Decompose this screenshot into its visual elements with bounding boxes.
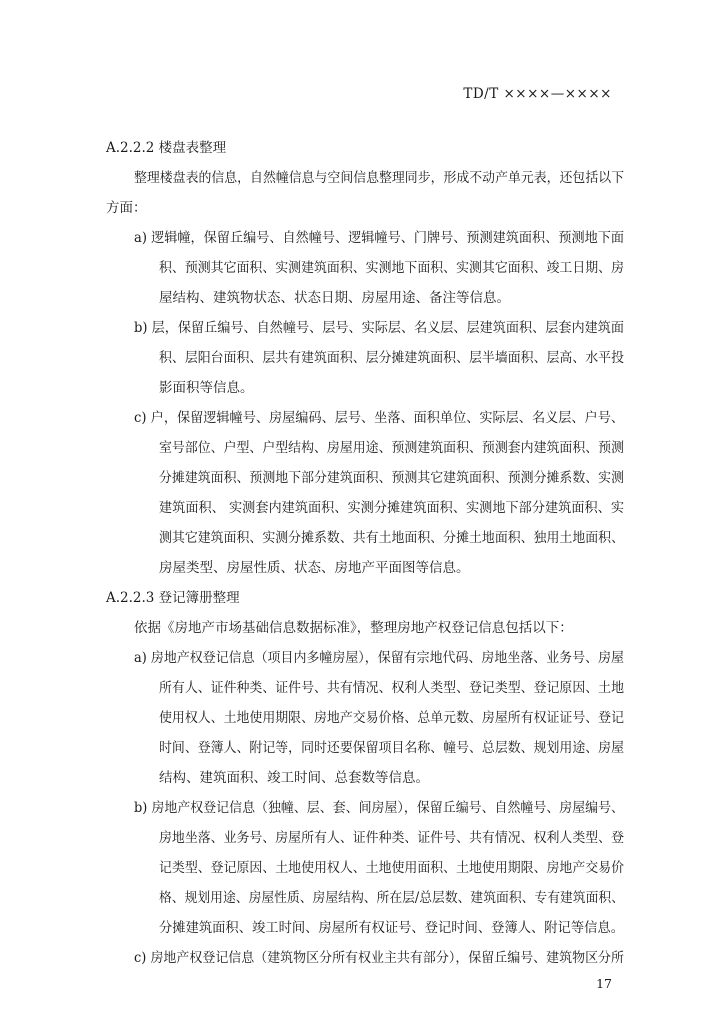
- list-item-line: a) 房地产权登记信息（项目内多幢房屋），保留有宗地代码、房地坐落、业务号、房屋: [134, 650, 624, 666]
- list-item-line: 分摊建筑面积、竣工时间、房屋所有权证号、登记时间、登簿人、附记等信息。: [159, 920, 624, 936]
- list-item-line: 时间、登簿人、附记等，同时还要保留项目名称、幢号、总层数、规划用途、房屋: [159, 740, 625, 756]
- list-item-line: 测其它建筑面积、实测分摊系数、共有土地面积、分摊土地面积、独用土地面积、: [159, 530, 625, 546]
- page-number: 17: [596, 976, 612, 991]
- list-item-line: 房屋类型、房屋性质、状态、房地产平面图等信息。: [159, 560, 470, 576]
- list-item-line: 积、层阳台面积、层共有建筑面积、层分摊建筑面积、层半墙面积、层高、水平投: [159, 350, 625, 366]
- list-item-line: b) 房地产权登记信息（独幢、层、套、间房屋），保留丘编号、自然幢号、房屋编号、: [134, 800, 625, 816]
- list-item-line: 结构、建筑面积、竣工时间、总套数等信息。: [159, 770, 429, 786]
- list-item-line: 影面积等信息。: [159, 380, 254, 396]
- list-item-line: 室号部位、户型、户型结构、房屋用途、预测建筑面积、预测套内建筑面积、预测: [159, 440, 625, 456]
- list-item-line: c) 户，保留逻辑幢号、房屋编码、层号、坐落、面积单位、实际层、名义层、户号、: [134, 410, 624, 426]
- paragraph-line: 方面：: [106, 200, 147, 216]
- list-item-line: 积、预测其它面积、实测建筑面积、实测地下面积、实测其它面积、竣工日期、房: [159, 260, 625, 276]
- list-item-line: 建筑面积、 实测套内建筑面积、实测分摊建筑面积、实测地下部分建筑面积、实: [159, 500, 625, 516]
- section-heading: A.2.2.2 楼盘表整理: [106, 140, 227, 156]
- list-item-line: b) 层，保留丘编号、自然幢号、层号、实际层、名义层、层建筑面积、层套内建筑面: [134, 320, 624, 336]
- paragraph-line: 依据《房地产市场基础信息数据标准》，整理房地产权登记信息包括以下：: [134, 620, 573, 636]
- document-number-header: TD/T ××××—××××: [463, 86, 612, 102]
- list-item-line: 屋结构、建筑物状态、状态日期、房屋用途、备注等信息。: [159, 290, 510, 306]
- list-item-line: 使用权人、土地使用期限、房地产交易价格、总单元数、房屋所有权证证号、登记: [159, 710, 625, 726]
- list-item-line: 记类型、登记原因、土地使用权人、土地使用面积、土地使用期限、房地产交易价: [159, 860, 625, 876]
- list-item-line: a) 逻辑幢，保留丘编号、自然幢号、逻辑幢号、门牌号、预测建筑面积、预测地下面: [134, 230, 625, 246]
- list-item-line: c) 房地产权登记信息（建筑物区分所有权业主共有部分），保留丘编号、建筑物区分所: [134, 950, 624, 966]
- section-heading: A.2.2.3 登记簿册整理: [106, 590, 240, 606]
- paragraph-line: 整理楼盘表的信息，自然幢信息与空间信息整理同步，形成不动产单元表，还包括以下: [134, 170, 625, 186]
- list-item-line: 格、规划用途、房屋性质、房屋结构、所在层/总层数、建筑面积、专有建筑面积、: [159, 890, 625, 906]
- list-item-line: 房地坐落、业务号、房屋所有人、证件种类、证件号、共有情况、权利人类型、登: [159, 830, 625, 846]
- list-item-line: 分摊建筑面积、预测地下部分建筑面积、预测其它建筑面积、预测分摊系数、实测: [159, 470, 625, 486]
- list-item-line: 所有人、证件种类、证件号、共有情况、权利人类型、登记类型、登记原因、土地: [159, 680, 625, 696]
